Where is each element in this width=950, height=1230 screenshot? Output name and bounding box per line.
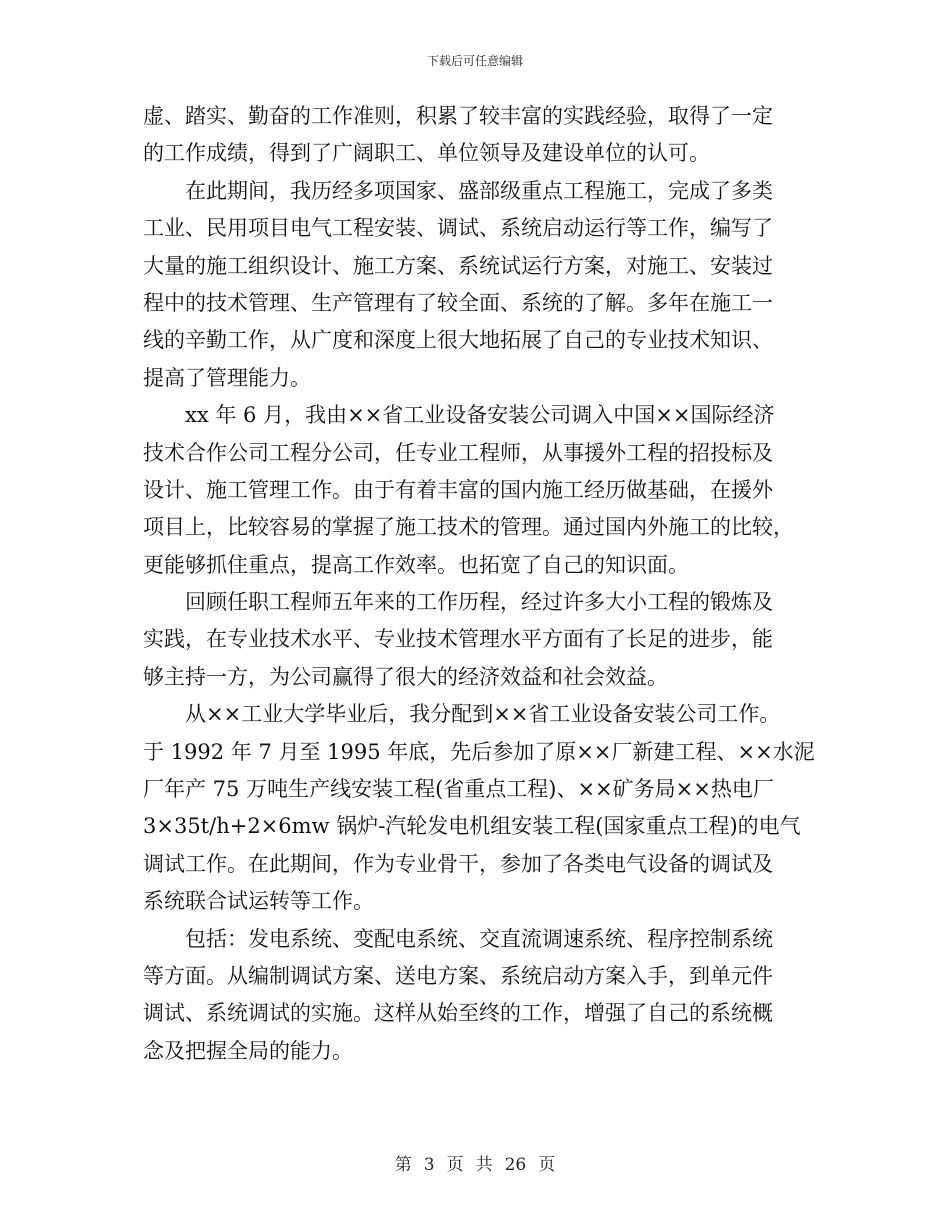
text-line: 更能够抓住重点，提高工作效率。也拓宽了自己的知识面。 — [143, 552, 689, 577]
footer-gong: 共 — [475, 1155, 493, 1175]
text-line: 调试、系统调试的实施。这样从始至终的工作，增强了自己的系统概 — [143, 1001, 773, 1026]
footer-ye: 页 — [446, 1155, 464, 1175]
text-line: 技术合作公司工程分公司，任专业工程师，从事援外工程的招投标及 — [143, 440, 773, 465]
text-line: 虚、踏实、勤奋的工作准则，积累了较丰富的实践经验，取得了一定 — [143, 104, 773, 128]
text-line: 从××工业大学毕业后，我分配到××省工业设备安装公司工作。 — [143, 702, 781, 727]
text-line: 工业、民用项目电气工程安装、调试、系统启动运行等工作，编写了 — [143, 216, 773, 241]
document-body — [143, 98, 815, 1070]
text-line: 于 1992 年 7 月至 1995 年底，先后参加了原××厂新建工程、××水泥 — [143, 739, 815, 764]
text-line: 够主持一方，为公司赢得了很大的经济效益和社会效益。 — [143, 664, 668, 689]
text-line: 的工作成绩，得到了广阔职工、单位领导及建设单位的认可。 — [143, 141, 710, 166]
text-line: 项目上，比较容易的掌握了施工技术的管理。通过国内外施工的比较， — [143, 515, 794, 540]
text-line: 等方面。从编制调试方案、送电方案、系统启动方案入手，到单元件 — [143, 963, 773, 988]
footer-total-pages: 26 — [504, 1155, 527, 1175]
text-line: 在此期间，我历经多项国家、盛部级重点工程施工，完成了多类 — [143, 178, 773, 203]
text-line: 大量的施工组织设计、施工方案、系统试运行方案，对施工、安装过 — [143, 253, 773, 278]
page-footer — [0, 1154, 950, 1176]
text-line: 程中的技术管理、生产管理有了较全面、系统的了解。多年在施工一 — [143, 290, 773, 315]
text-line: 设计、施工管理工作。由于有着丰富的国内施工经历做基础，在援外 — [143, 477, 773, 502]
text-line: 提高了管理能力。 — [143, 365, 311, 390]
text-line: 3×35t/h+2×6mw 锅炉-汽轮发电机组安装工程(国家重点工程)的电气 — [143, 814, 801, 839]
text-line: 念及把握全局的能力。 — [143, 1038, 353, 1063]
text-line: 回顾任职工程师五年来的工作历程，经过许多大小工程的锻炼及 — [143, 590, 773, 615]
text-line: 厂年产 75 万吨生产线安装工程(省重点工程)、××矿务局××热电厂 — [143, 777, 774, 802]
page-header-note: 下载后可任意编辑 — [426, 54, 523, 68]
text-line: 实践，在专业技术水平、专业技术管理水平方面有了长足的进步，能 — [143, 627, 773, 652]
text-line: xx 年 6 月，我由××省工业设备安装公司调入中国××国际经济 — [143, 403, 775, 428]
text-line: 系统联合试运转等工作。 — [143, 889, 374, 914]
text-line: 包括：发电系统、变配电系统、交直流调速系统、程序控制系统 — [143, 926, 773, 951]
footer-di: 第 — [394, 1155, 412, 1175]
footer-ye: 页 — [538, 1155, 556, 1175]
text-line: 线的辛勤工作，从广度和深度上很大地拓展了自己的专业技术知识、 — [143, 328, 773, 353]
footer-page-number: 3 — [423, 1155, 435, 1175]
text-line: 调试工作。在此期间，作为专业骨干，参加了各类电气设备的调试及 — [143, 851, 773, 876]
